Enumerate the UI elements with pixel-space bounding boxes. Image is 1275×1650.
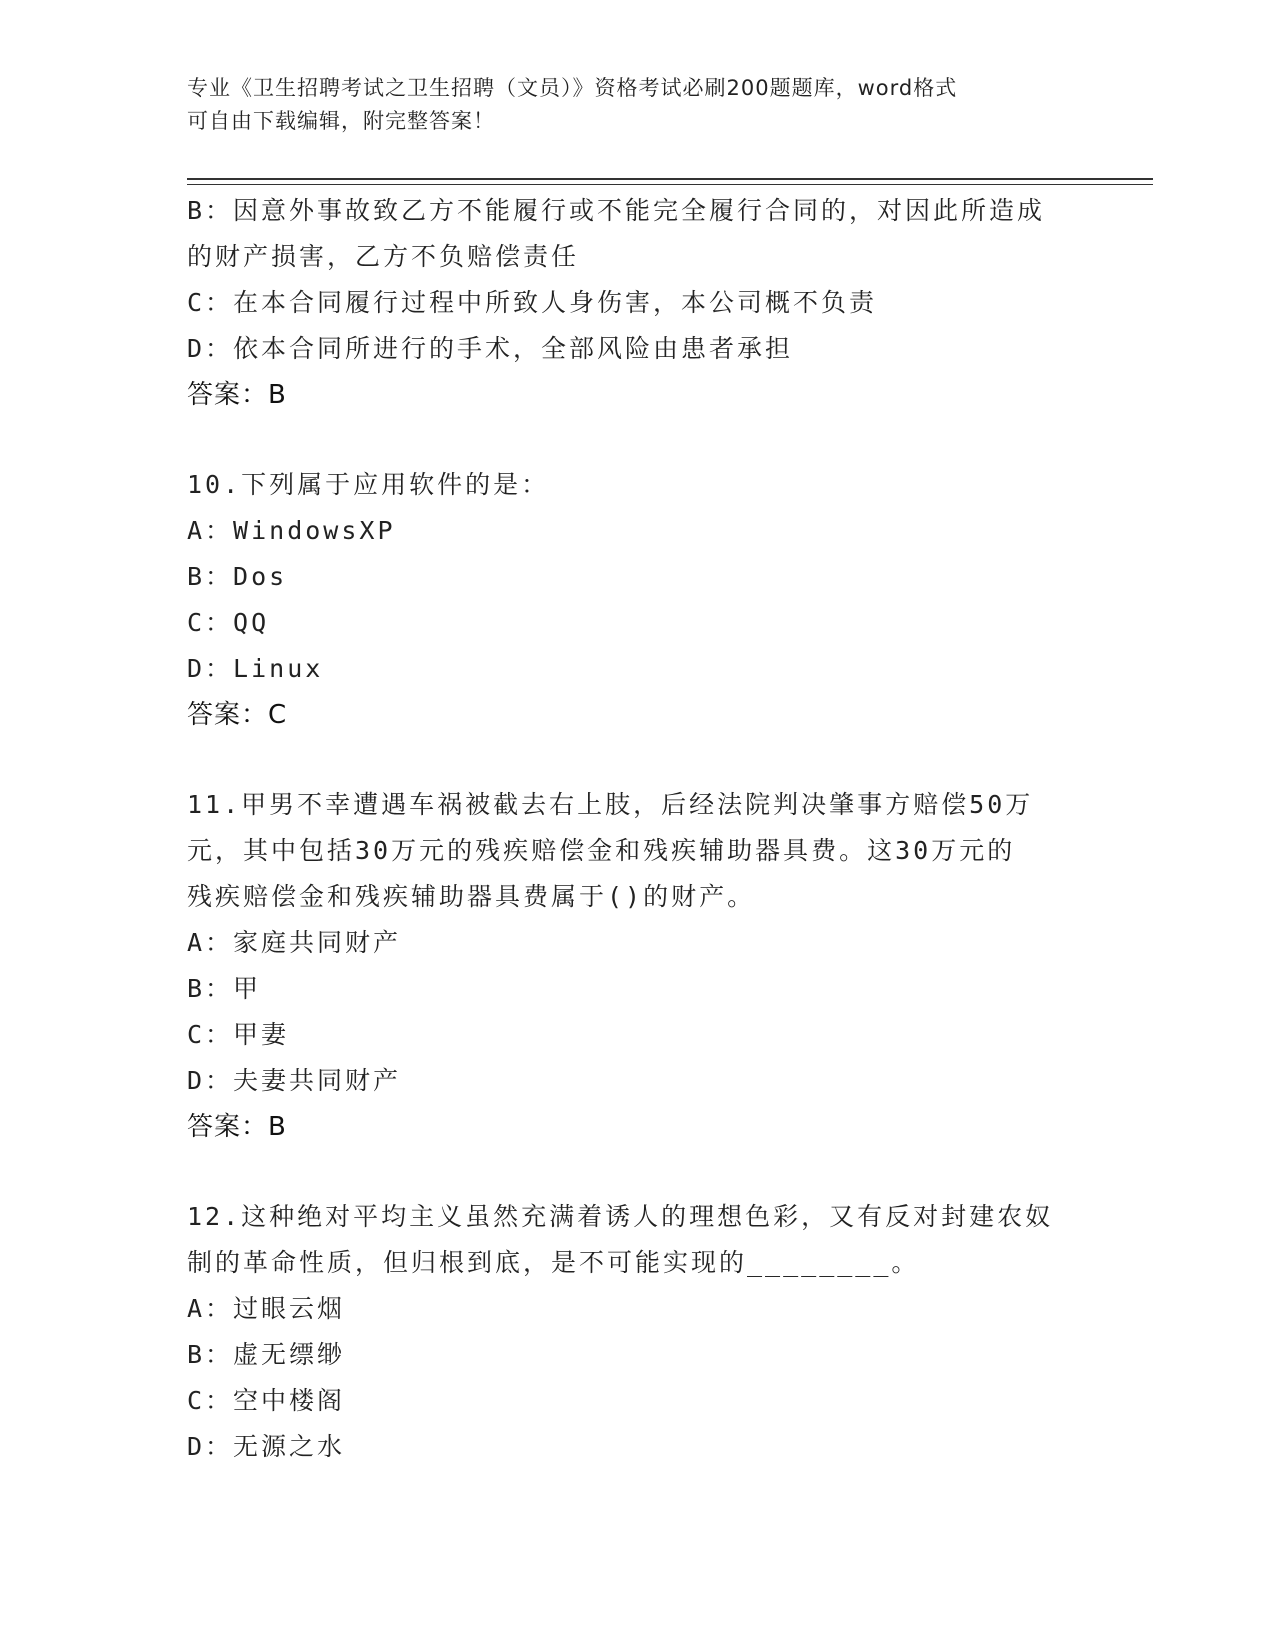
q10-option-c: C：QQ xyxy=(187,608,270,637)
question-10-block xyxy=(187,462,1087,738)
q11-option-c: C：甲妻 xyxy=(187,1020,290,1049)
q9-answer: 答案：B xyxy=(187,380,287,410)
q12-question-line-2: 制的革命性质，但归根到底，是不可能实现的________。 xyxy=(187,1248,920,1277)
question-11-block xyxy=(187,782,1087,1150)
q11-option-d: D：夫妻共同财产 xyxy=(187,1066,402,1095)
header-divider-thin xyxy=(187,184,1153,185)
q11-question-line-3: 残疾赔偿金和残疾辅助器具费属于()的财产。 xyxy=(187,882,756,911)
header-line-1: 专业《卫生招聘考试之卫生招聘（文员）》资格考试必刷200题题库，word格式 xyxy=(187,76,958,100)
document-header xyxy=(187,72,1087,138)
q9-option-c: C：在本合同履行过程中所致人身伤害，本公司概不负责 xyxy=(187,288,878,317)
q10-option-d: D：Linux xyxy=(187,654,324,683)
header-divider-thick xyxy=(187,178,1153,180)
q11-question-line-1: 11.甲男不幸遭遇车祸被截去右上肢，后经法院判决肇事方赔偿50万 xyxy=(187,790,1034,819)
question-12-block xyxy=(187,1194,1087,1470)
question-list xyxy=(187,188,1087,1470)
q11-answer: 答案：B xyxy=(187,1112,287,1142)
question-9-block xyxy=(187,188,1087,418)
q10-option-b: B：Dos xyxy=(187,562,288,591)
q10-option-a: A：WindowsXP xyxy=(187,516,396,545)
q11-option-a: A：家庭共同财产 xyxy=(187,928,402,957)
q11-question-line-2: 元，其中包括30万元的残疾赔偿金和残疾辅助器具费。这30万元的 xyxy=(187,836,1016,865)
q12-question-line-1: 12.这种绝对平均主义虽然充满着诱人的理想色彩，又有反对封建农奴 xyxy=(187,1202,1054,1231)
spacer xyxy=(187,418,1087,462)
q12-option-b: B：虚无缥缈 xyxy=(187,1340,346,1369)
spacer xyxy=(187,738,1087,782)
q9-option-d: D：依本合同所进行的手术，全部风险由患者承担 xyxy=(187,334,794,363)
q10-answer: 答案：C xyxy=(187,700,288,730)
q12-option-c: C：空中楼阁 xyxy=(187,1386,346,1415)
q9-option-b-line-2: 的财产损害，乙方不负赔偿责任 xyxy=(187,242,580,271)
spacer xyxy=(187,1150,1087,1194)
q9-option-b-line-1: B：因意外事故致乙方不能履行或不能完全履行合同的，对因此所造成 xyxy=(187,196,1046,225)
header-line-2: 可自由下载编辑，附完整答案！ xyxy=(187,109,495,133)
q10-question: 10.下列属于应用软件的是： xyxy=(187,470,550,499)
q11-option-b: B：甲 xyxy=(187,974,262,1003)
q12-option-a: A：过眼云烟 xyxy=(187,1294,346,1323)
q12-option-d: D：无源之水 xyxy=(187,1432,346,1461)
